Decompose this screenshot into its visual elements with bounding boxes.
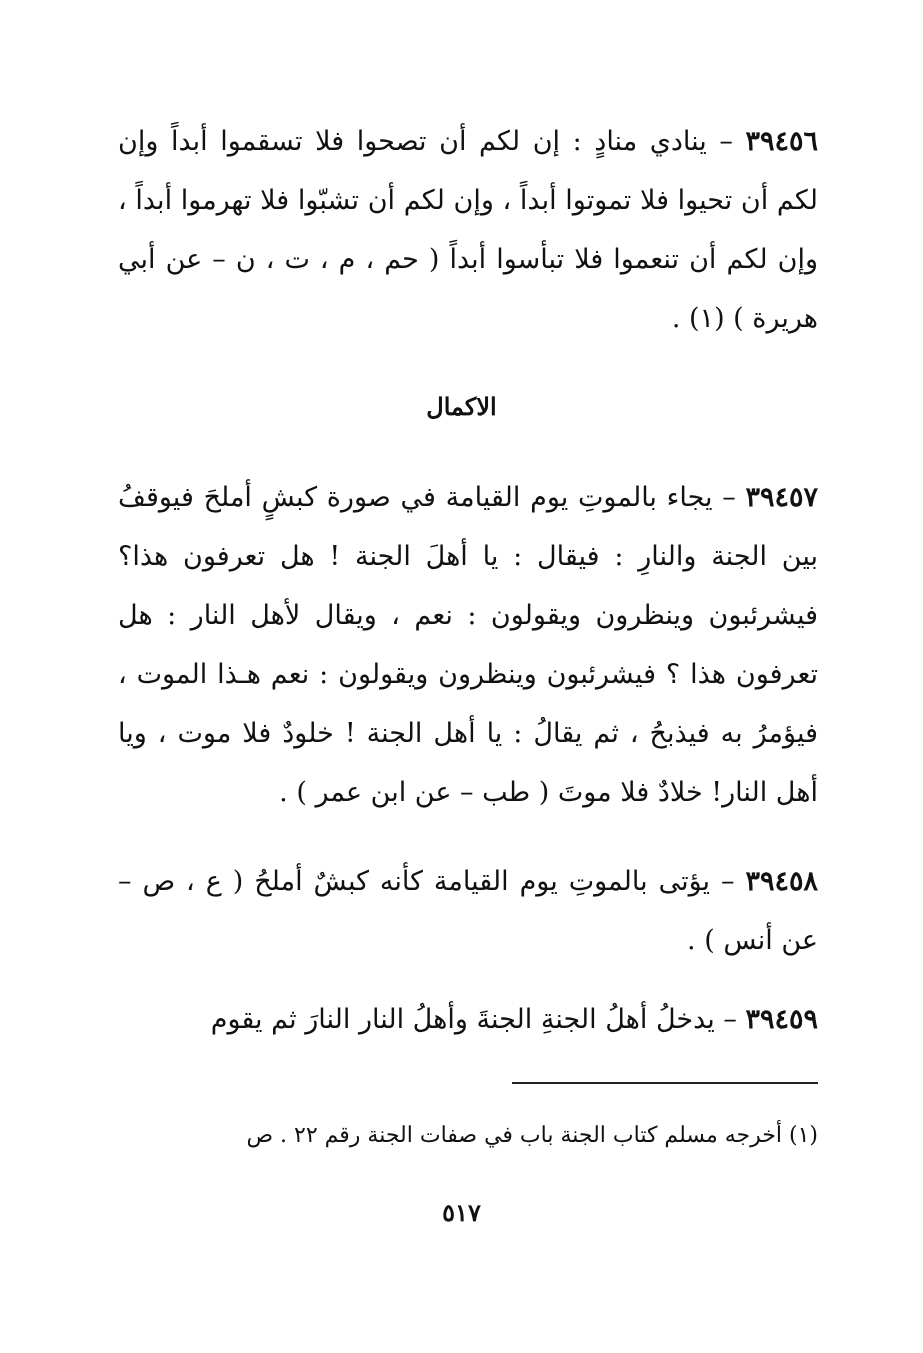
hadith-paragraph bbox=[118, 112, 818, 348]
hadith-paragraph bbox=[118, 852, 818, 970]
hadith-entry bbox=[118, 112, 818, 348]
hadith-paragraph bbox=[118, 468, 818, 822]
hadith-text: – ينادي منادٍ : إن لكم أن تصحوا فلا تسقموا أبداً وإن لكم أن تحيوا فلا تموتوا أبداً ، وإن لكم أن تشبّوا فلا تهرموا أبداً ، وإن لكم أن تنعموا فلا تبأسوا أبداً ( حم ، م ، ت ، ن – عن أبي هريرة ) (١) . bbox=[118, 126, 818, 334]
section-heading: الاكمال bbox=[426, 392, 497, 421]
hadith-number: ٣٩٤٥٧ bbox=[745, 482, 819, 513]
hadith-entry bbox=[118, 990, 818, 1049]
hadith-entry bbox=[118, 468, 818, 822]
hadith-text: – يدخلُ أهلُ الجنةِ الجنةَ وأهلُ النار النارَ ثم يقوم bbox=[210, 1004, 737, 1035]
hadith-entry bbox=[118, 852, 818, 970]
hadith-number: ٣٩٤٥٩ bbox=[745, 1004, 818, 1035]
hadith-number: ٣٩٤٥٨ bbox=[745, 866, 818, 897]
hadith-number: ٣٩٤٥٦ bbox=[745, 126, 818, 157]
footnote: (١) أخرجه مسلم كتاب الجنة باب في صفات الجنة رقم ٢٢ . ص bbox=[246, 1123, 818, 1148]
hadith-text: – يجاء بالموتِ يوم القيامة في صورة كبشٍ أملحَ فيوقفُ بين الجنة والنارِ : فيقال : يا أهلَ الجنة ! هل تعرفون هذا؟ فيشرئبون وينظرون ويقولون : نعم ، ويقال لأهل النار : هل تعرفون هذا ؟ فيشرئبون وينظرون ويقولون : نعم هـذا الموت ، فيؤمرُ به فيذبحُ ، ثم يقالُ : يا أهل الجنة ! خلودٌ فلا موت ، ويا أهل النار! خلادٌ فلا موتَ ( طب – عن ابن عمر ) . bbox=[118, 482, 818, 808]
hadith-paragraph bbox=[118, 990, 818, 1049]
footnote-divider bbox=[512, 1082, 818, 1084]
hadith-text: – يؤتى بالموتِ يوم القيامة كأنه كبشٌ أملحُ ( ع ، ص – عن أنس ) . bbox=[118, 866, 818, 956]
page-number: ٥١٧ bbox=[442, 1198, 481, 1227]
